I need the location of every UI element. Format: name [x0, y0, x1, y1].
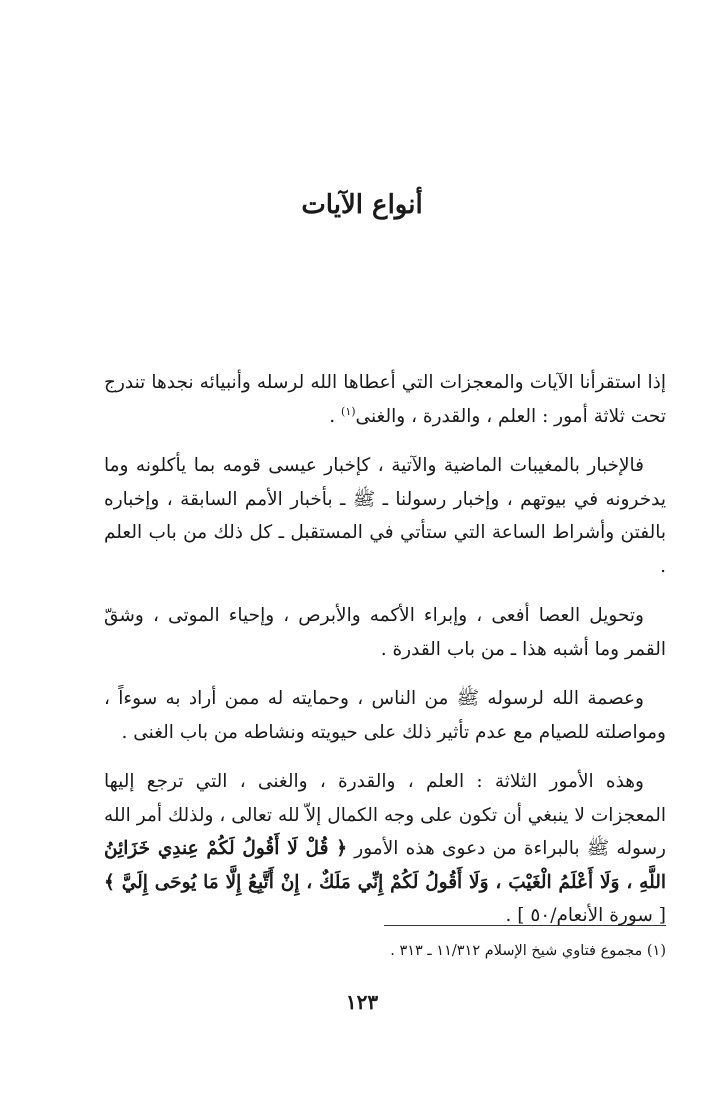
footnote-reference[interactable]: (١)	[341, 404, 356, 418]
footnote: (١) مجموع فتاوي شيخ الإسلام ١١/٣١٢ ـ ٣١٣ .	[390, 943, 666, 959]
paragraph-1-tail: .	[329, 405, 342, 427]
paragraph-5	[104, 765, 666, 933]
paragraph-5-intro: وهذه الأمور الثلاثة : العلم ، والقدرة ، والغنى ، التي ترجع إليها المعجزات لا ينبغي أن تكون على وجه الكمال إلاّ لله تعالى ، ولذلك أمر الله رسوله ﷺ بالبراءة من دعوى هذه الأمور	[104, 771, 666, 859]
footnote-separator	[384, 925, 666, 926]
page-number: ١٢٣	[345, 990, 379, 1014]
body-text	[104, 366, 666, 933]
verse-citation: [ سورة الأنعام/٥٠ ] .	[505, 905, 666, 926]
paragraph-1-text: إذا استقرأنا الآيات والمعجزات التي أعطاها الله لرسله وأنبيائه نجدها تندرج تحت ثلاثة أمور : العلم ، والقدرة ، والغنى	[104, 372, 666, 427]
paragraph-3: وتحويل العصا أفعى ، وإبراء الأكمه والأبرص ، وإحياء الموتى ، وشقّ القمر وما أشبه هذا ـ من باب القدرة .	[104, 605, 666, 660]
paragraph-4: وعصمة الله لرسوله ﷺ من الناس ، وحمايته له ممن أراد به سوءاً ، ومواصلته للصيام مع عدم تأثير ذلك على حيويته ونشاطه من باب الغنى .	[104, 688, 666, 743]
paragraph-2: فالإخبار بالمغيبات الماضية والآتية ، كإخبار عيسى قومه بما يأكلونه وما يدخرونه في بيوتهم ، وإخبار رسولنا ـ ﷺ ـ بأخبار الأمم السابقة ، وإخباره بالفتن وأشراط الساعة التي ستأتي في المستقبل ـ كل ذلك من باب العلم .	[104, 455, 666, 577]
paragraph-1	[104, 366, 666, 433]
chapter-title: أنواع الآيات	[301, 190, 423, 220]
quran-verse: ﴿ قُلْ لَا أَقُولُ لَكُمْ عِندِي خَزَائِنُ اللَّهِ ، وَلَا أَعْلَمُ الْغَيْبَ ، وَلَا أَقُولُ لَكُمْ إِنِّي مَلَكٌ ، إِنْ أَتَّبِعُ إِلَّا مَا يُوحَى إِلَيَّ ﴾	[104, 838, 666, 893]
